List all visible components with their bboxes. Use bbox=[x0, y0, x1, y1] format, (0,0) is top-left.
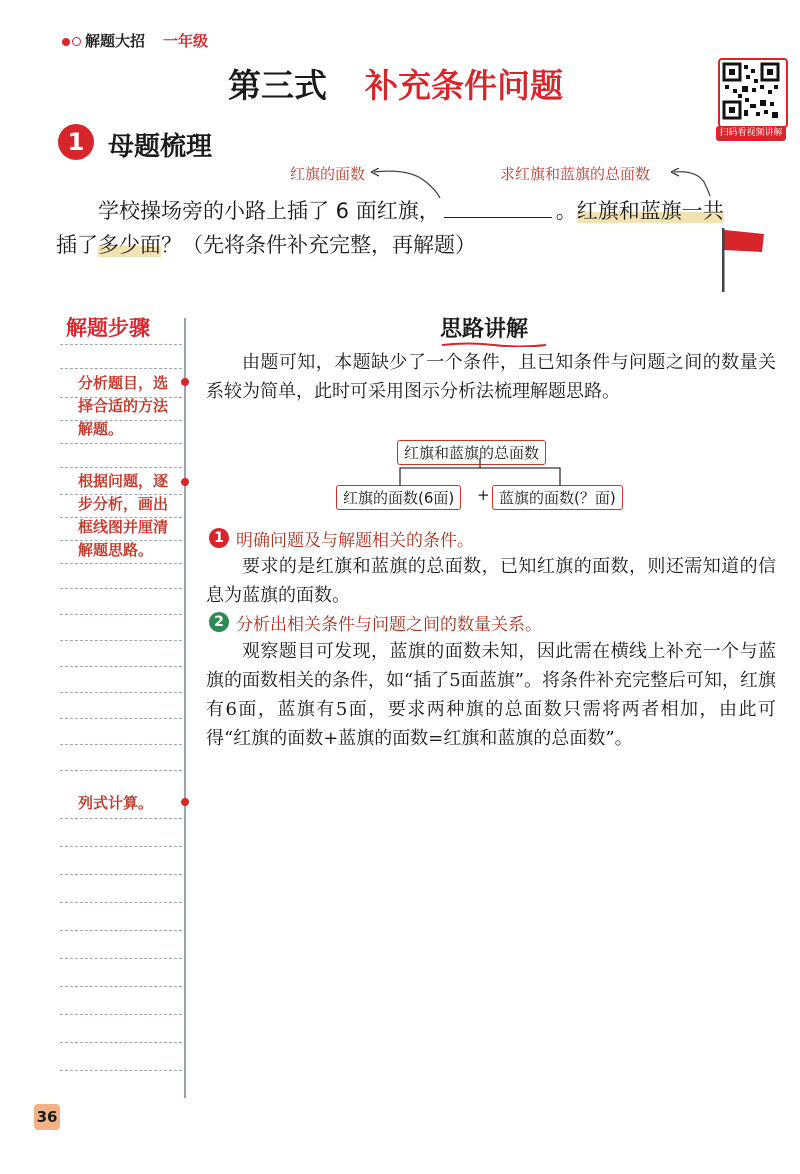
title-main: 补充条件问题 bbox=[365, 66, 563, 105]
dashed-line bbox=[60, 1014, 182, 1015]
diagram-connector bbox=[360, 458, 620, 488]
dashed-line bbox=[60, 443, 182, 444]
series-header bbox=[62, 30, 208, 51]
dashed-line bbox=[60, 344, 182, 345]
step1-text: 要求的是红旗和蓝旗的总面数，已知红旗的面数，则还需知道的信息为蓝旗的面数。 bbox=[206, 556, 776, 606]
diagram-plus: + bbox=[477, 486, 490, 504]
answer-blank[interactable] bbox=[444, 197, 552, 218]
diagram-total-box: 红旗和蓝旗的总面数 bbox=[397, 440, 546, 465]
problem-line2-c: ？（先将条件补充完整，再解题） bbox=[161, 233, 476, 257]
dashed-line bbox=[60, 517, 182, 518]
diagram-red-box: 红旗的面数(6面) bbox=[336, 485, 461, 510]
dashed-line bbox=[60, 692, 182, 693]
dashed-line bbox=[60, 640, 182, 641]
step-marker-icon bbox=[181, 798, 189, 806]
steps-divider bbox=[184, 318, 186, 1098]
dashed-line bbox=[60, 467, 182, 468]
problem-line2-a: 插了 bbox=[56, 233, 98, 257]
annotation-total-flags: 求红旗和蓝旗的总面数 bbox=[500, 165, 651, 183]
step1-title: 明确问题及与解题相关的条件。 bbox=[236, 531, 474, 551]
dashed-line bbox=[60, 563, 182, 564]
bullet-ring-icon bbox=[72, 37, 81, 46]
dashed-line bbox=[60, 614, 182, 615]
dashed-line bbox=[60, 540, 182, 541]
problem-text bbox=[56, 194, 756, 262]
steps-title: 解题步骤 bbox=[66, 316, 150, 340]
section-number-badge: 1 bbox=[58, 124, 94, 160]
dashed-line bbox=[60, 718, 182, 719]
step-marker-icon bbox=[181, 378, 189, 386]
annotation-red-flags: 红旗的面数 bbox=[290, 165, 366, 183]
page-number: 36 bbox=[34, 1104, 60, 1130]
dashed-line bbox=[60, 874, 182, 875]
step-item-1: 分析题目，选择合适的方法解题。 bbox=[78, 374, 169, 438]
title-prefix: 第三式 bbox=[228, 66, 327, 105]
dashed-line bbox=[60, 1070, 182, 1071]
dashed-line bbox=[60, 588, 182, 589]
step-item-3: 列式计算。 bbox=[78, 794, 154, 812]
dashed-line bbox=[60, 1042, 182, 1043]
page-title bbox=[228, 60, 563, 107]
problem-part1: 学校操场旁的小路上插了 6 面红旗， bbox=[98, 199, 440, 223]
problem-line2-b: 多少面 bbox=[98, 233, 161, 257]
diagram-blue-box: 蓝旗的面数(？面) bbox=[492, 485, 623, 510]
dashed-line bbox=[60, 902, 182, 903]
problem-part3: 红旗和蓝旗一共 bbox=[576, 199, 724, 223]
step2-text: 观察题目可发现，蓝旗的面数未知，因此需在横线上补充一个与蓝旗的面数相关的条件，如“插了5面蓝旗”。将条件补充完整后可知，红旗有6面，蓝旗有5面，要求两种旗的总面数只需将两者相加，由此可得“红旗的面数+蓝旗的面数=红旗和蓝旗的总面数”。 bbox=[206, 641, 776, 749]
dashed-line bbox=[60, 818, 182, 819]
dashed-line bbox=[60, 986, 182, 987]
dashed-line bbox=[60, 846, 182, 847]
dashed-line bbox=[60, 744, 182, 745]
dashed-line bbox=[60, 958, 182, 959]
section-title: 母题梳理 bbox=[108, 132, 213, 162]
dashed-line bbox=[60, 666, 182, 667]
red-flag-icon bbox=[718, 224, 768, 294]
bullet-dot-icon bbox=[62, 38, 70, 46]
step2-title: 分析出相关条件与问题之间的数量关系。 bbox=[236, 615, 542, 635]
step1-number-badge: 1 bbox=[209, 528, 229, 548]
series-name: 解题大招 bbox=[85, 32, 146, 50]
dashed-line bbox=[60, 420, 182, 421]
explanation-title: 思路讲解 bbox=[440, 317, 529, 342]
dashed-line bbox=[60, 770, 182, 771]
dashed-line bbox=[60, 397, 182, 398]
step2-number-badge: 2 bbox=[209, 612, 229, 632]
problem-part2: 。 bbox=[555, 199, 577, 223]
dashed-line bbox=[60, 930, 182, 931]
grade-label: 一年级 bbox=[163, 32, 209, 50]
dashed-line bbox=[60, 494, 182, 495]
step-item-2: 根据问题，逐步分析，画出框线图并厘清解题思路。 bbox=[78, 472, 169, 559]
title-underline-icon bbox=[442, 342, 546, 347]
dashed-line bbox=[60, 368, 182, 369]
step-marker-icon bbox=[181, 478, 189, 486]
qr-caption: 扫码看视频讲解 bbox=[716, 126, 786, 141]
intro-paragraph: 由题可知，本题缺少了一个条件，且已知条件与问题之间的数量关系较为简单，此时可采用图示分析法梳理解题思路。 bbox=[206, 352, 776, 402]
qr-code-icon[interactable] bbox=[718, 58, 788, 128]
